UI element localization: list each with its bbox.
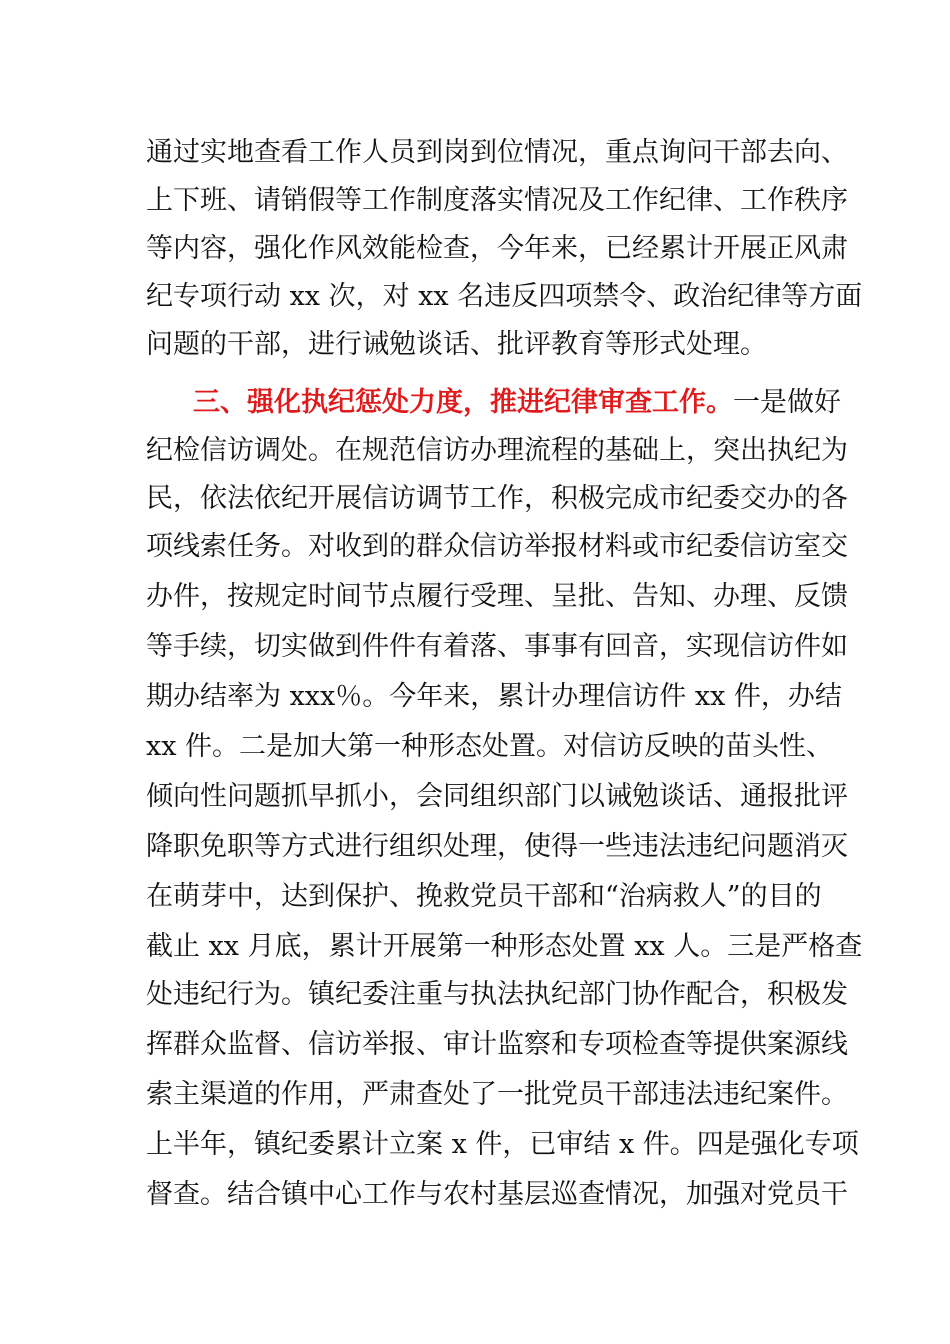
paragraph-1-line-1: 通过实地查看工作人员到岗到位情况，重点询问干部去向、: [146, 137, 848, 168]
section-3-line-3: 项线索任务。对收到的群众信访举报材料或市纪委信访室交: [146, 531, 848, 562]
section-3-line-12: 处违纪行为。镇纪委注重与执法执纪部门协作配合，积极发: [146, 979, 848, 1010]
section-3-line-4: 办件，按规定时间节点履行受理、呈批、告知、办理、反馈: [146, 581, 848, 612]
paragraph-1-line-2: 上下班、请销假等工作制度落实情况及工作纪律、工作秩序: [146, 185, 848, 216]
section-3-line-8: 倾向性问题抓早抓小，会同组织部门以诫勉谈话、通报批评: [146, 781, 848, 812]
section-3-first-line: [193, 378, 841, 428]
paragraph-1-line-4: 纪专项行动 xx 次，对 xx 名违反四项禁令、政治纪律等方面: [146, 281, 863, 312]
section-3-line-13: 挥群众监督、信访举报、审计监察和专项检查等提供案源线: [146, 1029, 848, 1060]
section-3-line-16: 督查。结合镇中心工作与农村基层巡查情况，加强对党员干: [146, 1179, 848, 1210]
section-3-line-1: 纪检信访调处。在规范信访办理流程的基础上，突出执纪为: [146, 435, 848, 466]
section-3-line-7: xx 件。二是加大第一种形态处置。对信访反映的苗头性、: [146, 731, 834, 762]
section-3-heading: 三、强化执纪惩处力度，推进纪律审查工作。: [193, 387, 733, 418]
section-3-line-5: 等手续，切实做到件件有着落、事事有回音，实现信访件如: [146, 631, 848, 662]
section-3-line-15: 上半年，镇纪委累计立案 x 件，已审结 x 件。四是强化专项: [146, 1129, 859, 1160]
paragraph-1-line-3: 等内容，强化作风效能检查，今年来，已经累计开展正风肃: [146, 233, 848, 264]
section-3-line-10: 在萌芽中，达到保护、挽救党员干部和“治病救人”的目的: [146, 881, 822, 912]
section-3-line-11: 截止 xx 月底，累计开展第一种形态处置 xx 人。三是严格查: [146, 931, 863, 962]
section-3-line-14: 索主渠道的作用，严肃查处了一批党员干部违法违纪案件。: [146, 1079, 848, 1110]
paragraph-1-line-5: 问题的干部，进行诫勉谈话、批评教育等形式处理。: [146, 329, 767, 360]
section-3-line-2: 民，依法依纪开展信访调节工作，积极完成市纪委交办的各: [146, 483, 848, 514]
section-3-line-6: 期办结率为 xxx％。今年来，累计办理信访件 xx 件，办结: [146, 681, 842, 712]
section-3-line-9: 降职免职等方式进行组织处理，使得一些违法违纪问题消灭: [146, 831, 848, 862]
section-3-first-line-rest: 一是做好: [733, 387, 841, 418]
